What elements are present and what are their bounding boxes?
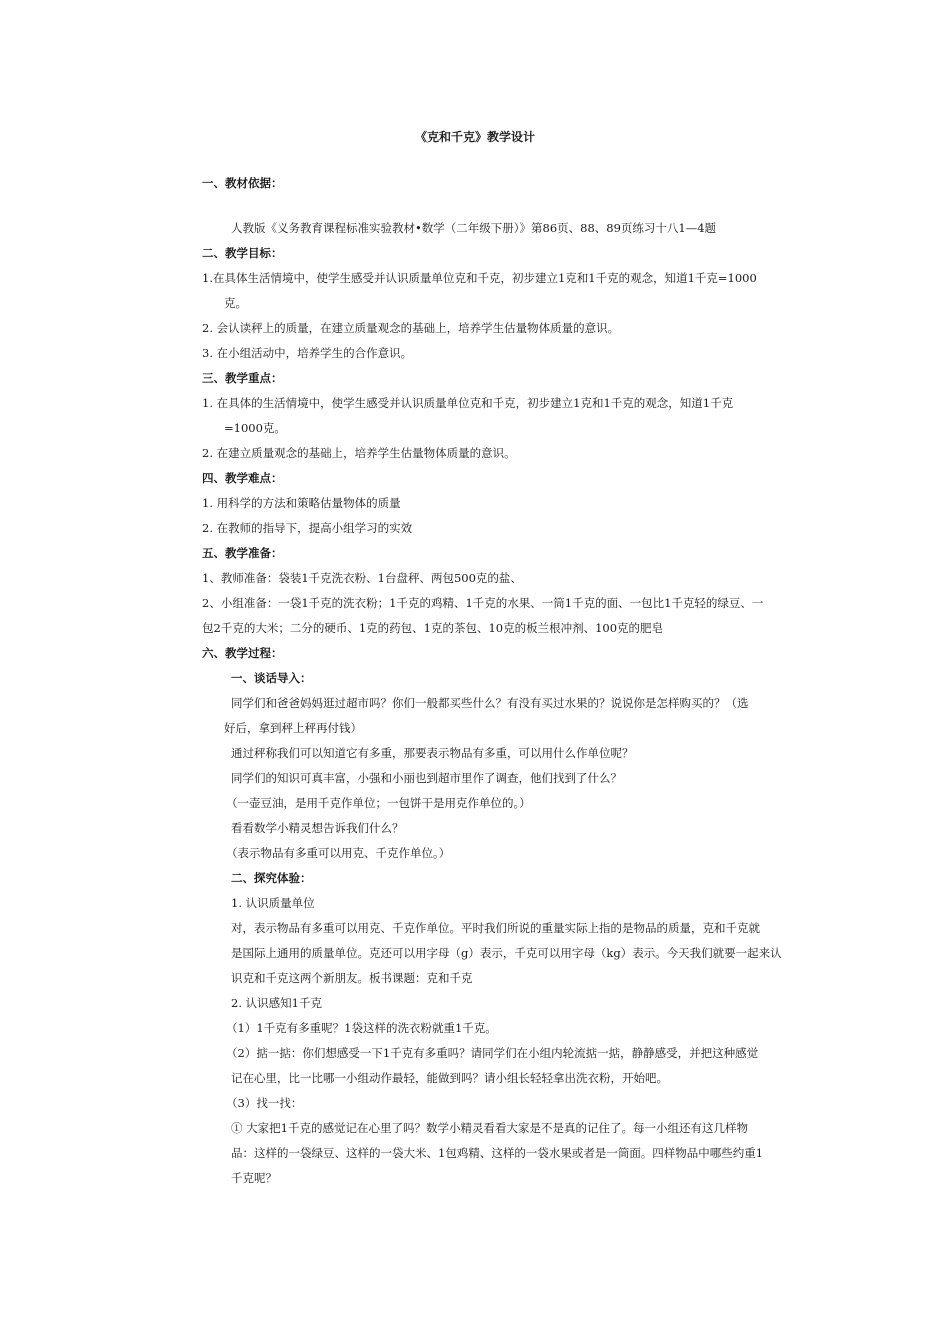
section-heading-teaching-goals: 二、教学目标：: [202, 246, 283, 260]
paragraph-line: =1000克。: [224, 421, 286, 435]
paragraph-line: 同学们和爸爸妈妈逛过超市吗？你们一般都买些什么？有没有买过水果的？说说你是怎样购买的？（选: [231, 696, 749, 710]
document-title: 《克和千克》教学设计: [414, 130, 535, 144]
paragraph-line: （3）找一找：: [226, 1096, 303, 1110]
section-heading-process: 六、教学过程：: [202, 646, 283, 660]
paragraph-line: 1. 在具体的生活情境中，使学生感受并认识质量单位克和千克，初步建立1克和1千克的观念，知道1千克: [202, 396, 734, 410]
paragraph-line: 包2千克的大米；二分的硬币、1克的药包、1克的茶包、10克的板兰根冲剂、100克的肥皂: [202, 621, 664, 635]
subsection-heading-explore: 二、探究体验：: [231, 871, 312, 885]
paragraph-line: 2. 会认读秤上的质量，在建立质量观念的基础上，培养学生估量物体质量的意识。: [202, 321, 620, 335]
paragraph-line: 好后，拿到秤上秤再付钱）: [224, 721, 362, 735]
paragraph-line: （一壶豆油，是用千克作单位；一包饼干是用克作单位的。）: [226, 796, 531, 810]
paragraph-line: 1. 认识质量单位: [231, 896, 315, 910]
paragraph-line: 识克和千克这两个新朋友。板书课题：克和千克: [231, 971, 473, 985]
paragraph-line: 2. 在教师的指导下，提高小组学习的实效: [202, 521, 413, 535]
paragraph-line: 2. 认识感知1千克: [231, 996, 322, 1010]
section-heading-difficulties: 四、教学难点：: [202, 471, 283, 485]
paragraph-line: 2. 在建立质量观念的基础上，培养学生估量物体质量的意识。: [202, 446, 516, 460]
paragraph-line: 3. 在小组活动中，培养学生的合作意识。: [202, 346, 413, 360]
paragraph-line: 人教版《义务教育课程标准实验教材•数学（二年级下册）》第86页、88、89页练习十八1—4题: [231, 221, 717, 235]
paragraph-line: （1）1千克有多重呢？1袋这样的洗衣粉就重1千克。: [226, 1021, 497, 1035]
section-heading-preparation: 五、教学准备：: [202, 546, 283, 560]
paragraph-line: 对，表示物品有多重可以用克、千克作单位。平时我们所说的重量实际上指的是物品的质量，克和千克就: [231, 921, 760, 935]
paragraph-line: ① 大家把1千克的感觉记在心里了吗？数学小精灵看看大家是不是真的记住了。每一小组还有这几样物: [231, 1121, 748, 1135]
paragraph-line: 2、小组准备：一袋1千克的洗衣粉；1千克的鸡精、1千克的水果、一筒1千克的面、一包比1千克轻的绿豆、一: [202, 596, 764, 610]
section-heading-textbook-basis: 一、教材依据：: [202, 176, 283, 190]
paragraph-line: 看看数学小精灵想告诉我们什么？: [231, 821, 404, 835]
paragraph-line: 通过秤称我们可以知道它有多重，那要表示物品有多重，可以用什么作单位呢？: [231, 746, 634, 760]
paragraph-line: 1. 用科学的方法和策略估量物体的质量: [202, 496, 401, 510]
paragraph-line: 1、教师准备：袋装1千克洗衣粉、1台盘秤、两包500克的盐、: [202, 571, 522, 585]
paragraph-line: 是国际上通用的质量单位。克还可以用字母（g）表示，千克可以用字母（kg）表示。今天我们就要一起来认: [231, 946, 782, 960]
paragraph-line: 千克呢？: [231, 1171, 277, 1185]
paragraph-line: 1.在具体生活情境中，使学生感受并认识质量单位克和千克，初步建立1克和1千克的观念，知道1千克=1000: [202, 271, 757, 285]
paragraph-line: 同学们的知识可真丰富，小强和小丽也到超市里作了调查，他们找到了什么？: [231, 771, 622, 785]
paragraph-line: （表示物品有多重可以用克、千克作单位。）: [226, 846, 451, 860]
paragraph-line: 品：这样的一袋绿豆、这样的一袋大米、1包鸡精、这样的一袋水果或者是一筒面。四样物品中哪些约重1: [231, 1146, 764, 1160]
paragraph-line: 记在心里，比一比哪一小组动作最轻，能做到吗？请小组长轻轻拿出洗衣粉，开始吧。: [231, 1071, 668, 1085]
subsection-heading-intro: 一、谈话导入：: [231, 671, 312, 685]
paragraph-line: （2）掂一掂：你们想感受一下1千克有多重吗？请同学们在小组内轮流掂一掂，静静感受，并把这种感觉: [226, 1046, 759, 1060]
section-heading-key-points: 三、教学重点：: [202, 371, 283, 385]
paragraph-line: 克。: [224, 296, 247, 310]
